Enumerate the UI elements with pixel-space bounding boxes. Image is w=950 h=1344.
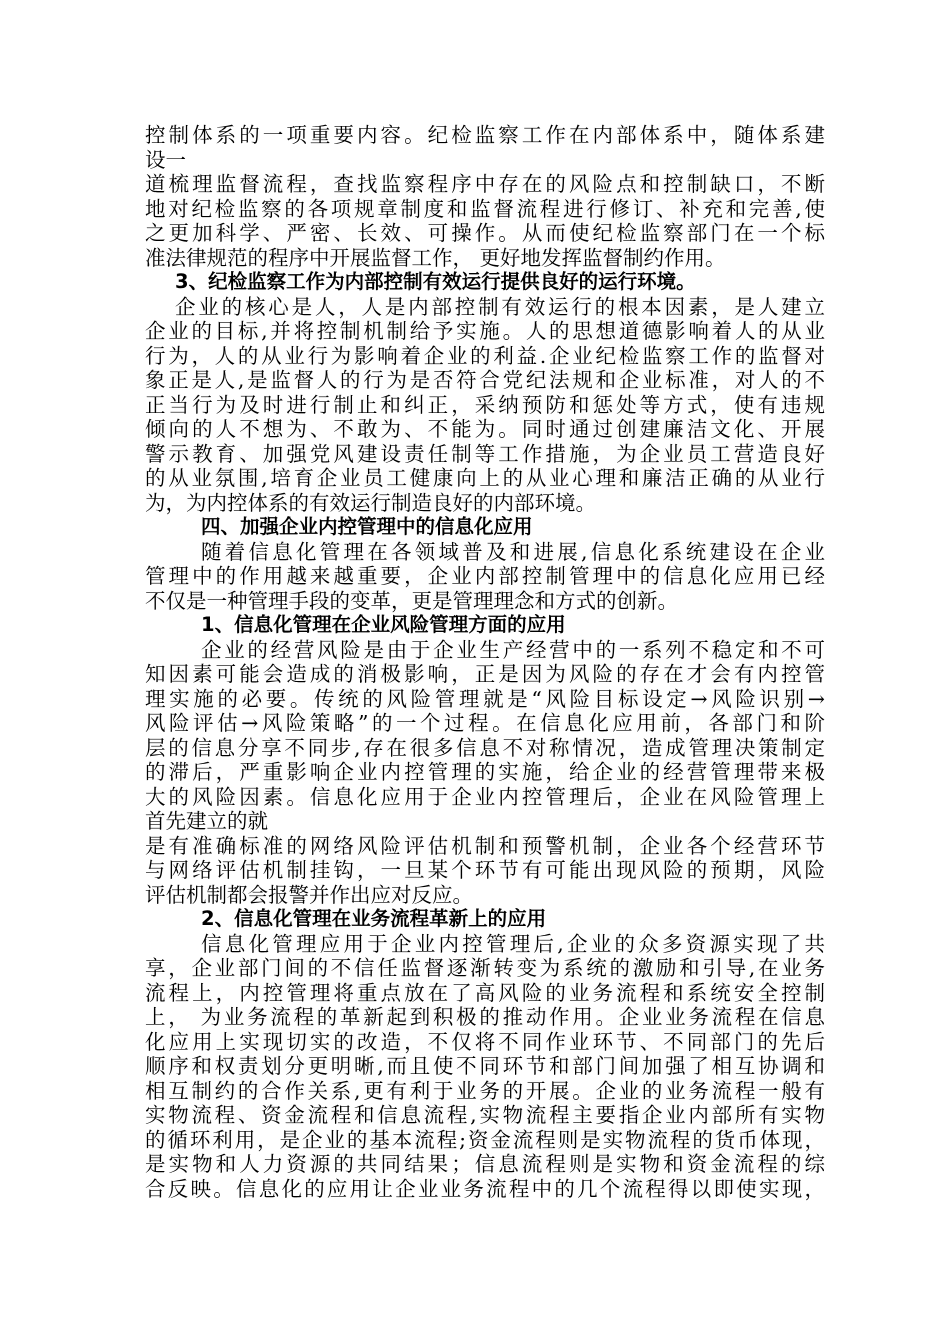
- text-line: 管理中的作用越来越重要，企业内部控制管理中的信息化应用已经: [145, 564, 825, 588]
- section-heading: 2、信息化管理在业务流程革新上的应用: [201, 907, 547, 930]
- text-line: 设一: [145, 147, 186, 172]
- text-line: 为，为内控体系的有效运行制造良好的内部环境。: [145, 490, 596, 515]
- section-heading: 3、纪检监察工作为内部控制有效运行提供良好的运行环境。: [175, 270, 696, 293]
- section-heading: 1、信息化管理在企业风险管理方面的应用: [201, 613, 566, 636]
- text-line: 象正是人,是监督人的行为是否符合党纪法规和企业标准，对人的不: [145, 368, 825, 392]
- text-line: 化应用上实现切实的改造，不仅将不同作业环节、不同部门的先后: [145, 1029, 825, 1054]
- text-line: 大的风险因素。信息化应用于企业内控管理后，企业在风险管理上: [145, 784, 825, 809]
- text-line: 首先建立的就: [145, 809, 268, 833]
- text-line: 上， 为业务流程的革新起到积极的推动作用。企业业务流程在信息: [145, 1005, 825, 1029]
- text-line: 控制体系的一项重要内容。纪检监察工作在内部体系中，随体系建: [145, 123, 825, 147]
- text-line: 准法律规范的程序中开展监督工作， 更好地发挥监督制约作用。: [145, 245, 726, 270]
- text-line: 评估机制都会报警并作出应对反应。: [145, 882, 473, 907]
- text-line: 层的信息分享不同步,存在很多信息不对称情况，造成管理决策制定: [145, 735, 825, 760]
- text-line: 地对纪检监察的各项规章制度和监督流程进行修订、补充和完善,使: [145, 196, 825, 221]
- text-line: 风险评估→风险策略”的一个过程。在信息化应用前，各部门和阶: [145, 711, 825, 735]
- text-line: 合反映。信息化的应用让企业业务流程中的几个流程得以即使实现，: [145, 1176, 825, 1201]
- text-line: 企业的目标,并将控制机制给予实施。人的思想道德影响着人的从业: [145, 319, 825, 343]
- text-line: 的从业氛围,培育企业员工健康向上的从业心理和廉洁正确的从业行: [145, 466, 825, 490]
- text-line: 随着信息化管理在各领域普及和进展,信息化系统建设在企业: [201, 539, 825, 564]
- text-line: 理实施的必要。传统的风险管理就是“风险目标设定→风险识别→: [145, 686, 825, 711]
- text-line: 正当行为及时进行制止和纠正，采纳预防和惩处等方式，使有违规: [145, 392, 825, 417]
- text-line: 行为，人的从业行为影响着企业的利益.企业纪检监察工作的监督对: [145, 343, 825, 368]
- text-line: 不仅是一种管理手段的变革，更是管理理念和方式的创新。: [145, 588, 678, 613]
- text-line: 警示教育、加强党风建设责任制等工作措施，为企业员工营造良好: [145, 441, 825, 466]
- text-line: 是有准确标准的网络风险评估机制和预警机制，企业各个经营环节: [145, 833, 825, 858]
- text-line: 的滞后，严重影响企业内控管理的实施，给企业的经营管理带来极: [145, 760, 825, 784]
- text-line: 的循环利用，是企业的基本流程;资金流程则是实物流程的货币体现，: [145, 1127, 825, 1152]
- section-heading: 四、加强企业内控管理中的信息化应用: [201, 515, 533, 538]
- document-page: [145, 123, 825, 1201]
- text-line: 享，企业部门间的不信任监督逐渐转变为系统的激励和引导,在业务: [145, 956, 825, 980]
- text-line: 企业的经营风险是由于企业生产经营中的一系列不稳定和不可: [201, 637, 825, 662]
- text-line: 流程上，内控管理将重点放在了高风险的业务流程和系统安全控制: [145, 980, 825, 1005]
- text-line: 知因素可能会造成的消极影响，正是因为风险的存在才会有内控管: [145, 662, 825, 686]
- text-line: 企业的核心是人，人是内部控制有效运行的根本因素，是人建立: [175, 294, 825, 319]
- text-line: 实物流程、资金流程和信息流程,实物流程主要指企业内部所有实物: [145, 1103, 825, 1127]
- text-line: 道梳理监督流程，查找监察程序中存在的风险点和控制缺口，不断: [145, 172, 825, 196]
- text-line: 是实物和人力资源的共同结果；信息流程则是实物和资金流程的综: [145, 1152, 825, 1176]
- text-line: 顺序和权责划分更明晰,而且使不同环节和部门间加强了相互协调和: [145, 1054, 825, 1078]
- text-line: 倾向的人不想为、不敢为、不能为。同时通过创建廉洁文化、开展: [145, 417, 825, 441]
- text-line: 之更加科学、严密、长效、可操作。从而使纪检监察部门在一个标: [145, 221, 825, 245]
- text-line: 相互制约的合作关系,更有利于业务的开展。企业的业务流程一般有: [145, 1078, 825, 1103]
- text-line: 与网络评估机制挂钩，一旦某个环节有可能出现风险的预期，风险: [145, 858, 825, 882]
- text-line: 信息化管理应用于企业内控管理后,企业的众多资源实现了共: [201, 931, 825, 956]
